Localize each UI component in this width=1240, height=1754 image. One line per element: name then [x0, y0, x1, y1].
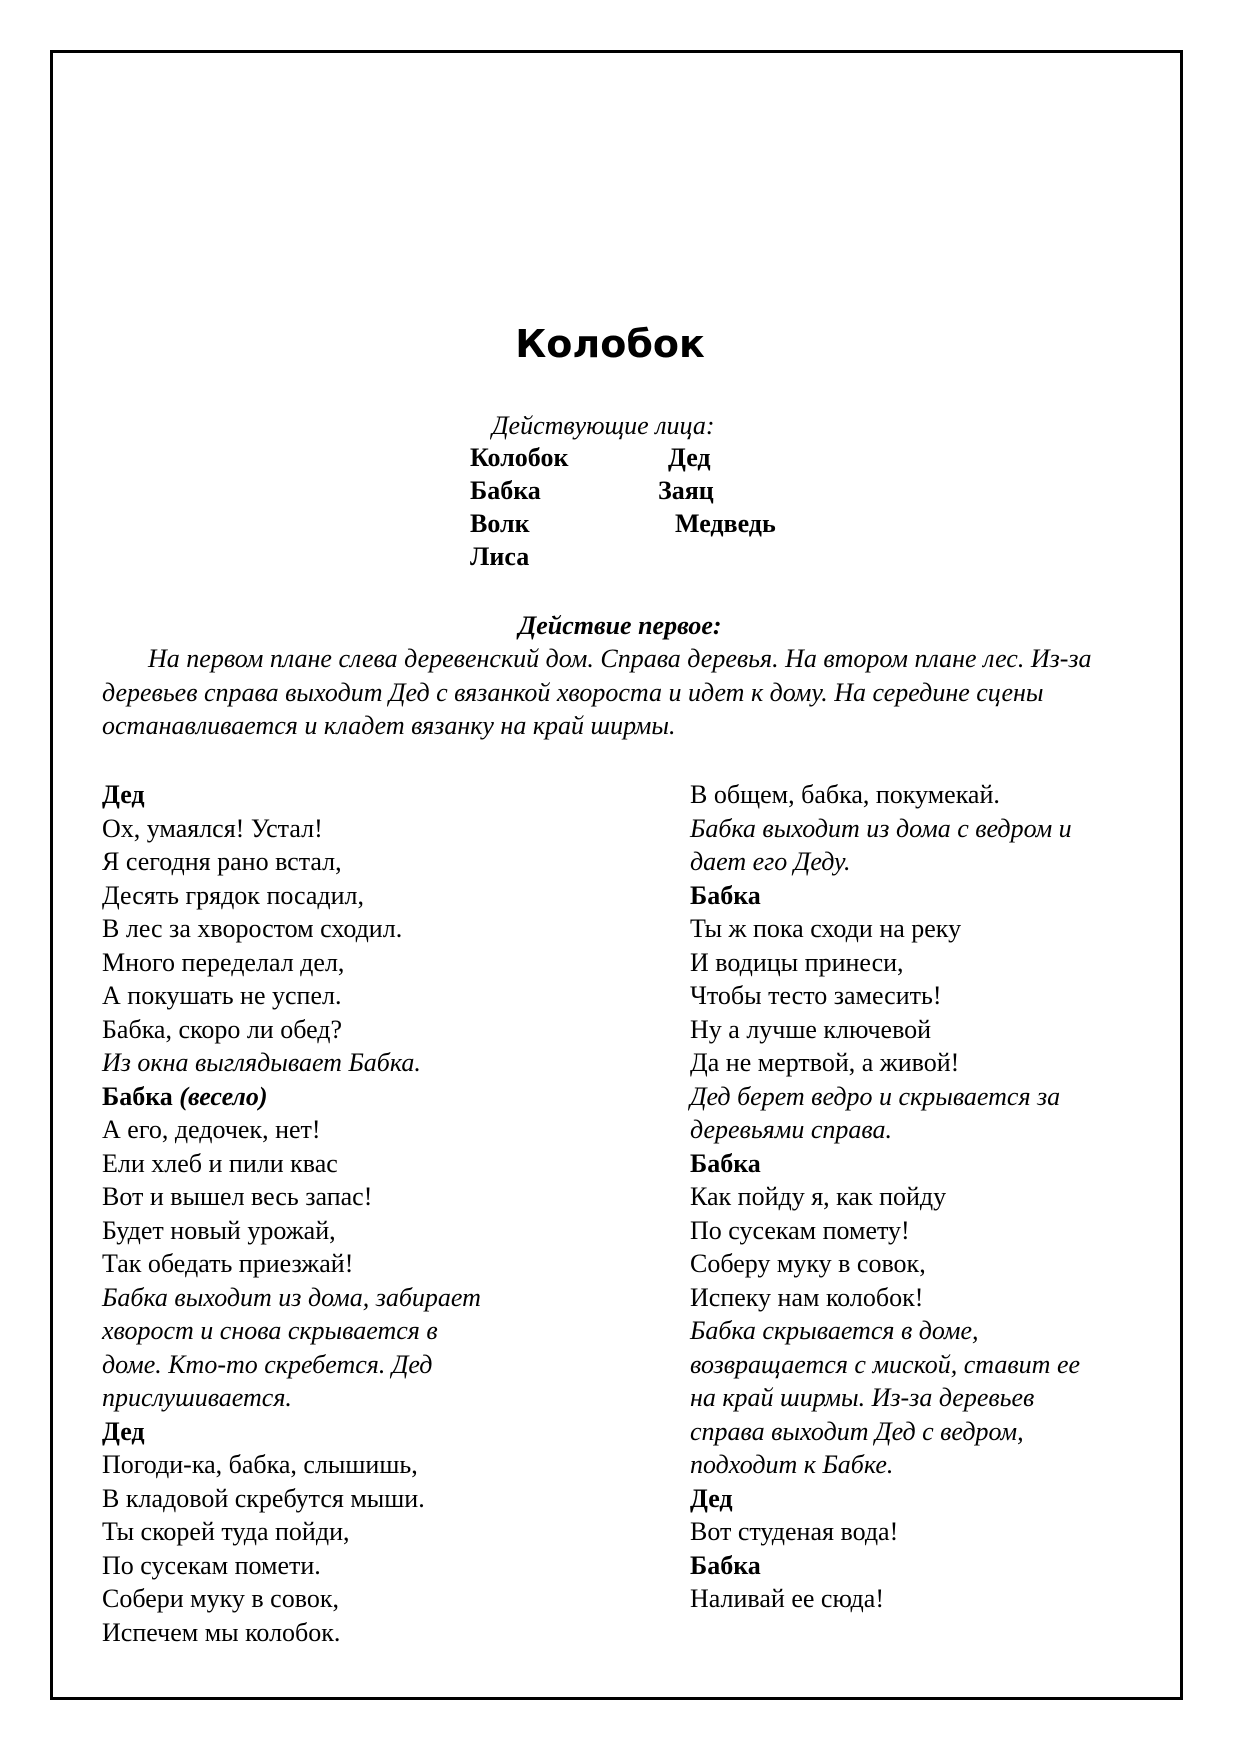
speaker-name: Бабка [690, 1550, 761, 1580]
verse-line: Ели хлеб и пили квас [102, 1148, 338, 1178]
stage-direction: справа выходит Дед с ведром, [690, 1416, 1024, 1446]
stage-direction: Бабка выходит из дома, забирает [102, 1282, 481, 1312]
speaker-name: Бабка [102, 1081, 173, 1111]
verse-line: В общем, бабка, покумекай. [690, 780, 1000, 809]
stage-direction: прислушивается. [102, 1383, 292, 1412]
cast-heading: Действующие лица: [492, 411, 715, 440]
cast-name: Медведь [675, 509, 776, 538]
verse-line: Наливай ее сюда! [690, 1584, 884, 1613]
verse-line: Десять грядок посадил, [102, 880, 365, 910]
cast-name: Волк [470, 509, 530, 538]
verse-line: Бабка, скоро ли обед? [102, 1014, 343, 1044]
verse-line: А его, дедочек, нет! [102, 1115, 321, 1144]
verse-line: Ох, умаялся! Устал! [102, 813, 323, 843]
cast-name: Колобок [470, 443, 569, 472]
verse-line: Много переделал дел, [102, 947, 345, 977]
verse-line: Ну а лучше ключевой [690, 1014, 932, 1044]
stage-direction: дает его Деду. [690, 847, 851, 876]
verse-line: И водицы принеси, [690, 947, 904, 977]
speaker-name: Бабка [690, 1148, 761, 1178]
stage-direction: на край ширмы. Из-за деревьев [690, 1383, 1035, 1412]
speaker-name: Дед [102, 1416, 145, 1446]
verse-line: Так обедать приезжай! [102, 1249, 354, 1278]
stage-direction: возвращается с миской, ставит ее [690, 1349, 1081, 1379]
stage-direction: хворост и снова скрывается в [102, 1316, 438, 1345]
speaker-remark: (весело) [179, 1081, 268, 1111]
stage-direction: Бабка выходит из дома с ведром и [690, 813, 1072, 843]
stage-direction: подходит к Бабке. [690, 1450, 894, 1479]
stage-direction: Из окна выглядывает Бабка. [102, 1048, 421, 1077]
cast-name: Заяц [658, 476, 714, 505]
verse-line: Ты ж пока сходи на реку [690, 914, 962, 943]
cast-name: Дед [668, 443, 711, 472]
verse-line: А покушать не успел. [102, 981, 342, 1010]
speaker-line [102, 1080, 662, 1114]
verse-line: Будет новый урожай, [102, 1215, 336, 1245]
verse-line: Как пойду я, как пойду [690, 1182, 947, 1211]
verse-line: Погоди-ка, бабка, слышишь, [102, 1450, 418, 1479]
stage-direction: деревьями справа. [690, 1115, 892, 1144]
verse-line: В лес за хворостом сходил. [102, 914, 403, 943]
speaker-name: Бабка [690, 880, 761, 910]
cast-name: Лиса [470, 542, 530, 571]
verse-line: Собери муку в совок, [102, 1584, 339, 1613]
verse-line: В кладовой скребутся мыши. [102, 1483, 425, 1513]
right-column [690, 778, 1160, 1616]
verse-line: Вот и вышел весь запас! [102, 1182, 373, 1211]
cast-name: Бабка [470, 476, 541, 505]
verse-line: Испеку нам колобок! [690, 1282, 924, 1312]
verse-line: Испечем мы колобок. [102, 1617, 341, 1647]
stage-direction: доме. Кто-то скребется. Дед [102, 1349, 433, 1379]
page-title: Колобок [515, 322, 705, 366]
stage-direction: Дед берет ведро и скрывается за [690, 1081, 1061, 1111]
speaker-name: Дед [690, 1483, 733, 1513]
verse-line: Чтобы тесто замесить! [690, 981, 942, 1010]
verse-line: Вот студеная вода! [690, 1517, 899, 1546]
verse-line: Я сегодня рано встал, [102, 847, 342, 876]
left-column [102, 778, 662, 1649]
verse-line: Соберу муку в совок, [690, 1249, 926, 1278]
verse-line: По сусекам помети. [102, 1550, 321, 1580]
verse-line: Ты скорей туда пойди, [102, 1517, 350, 1546]
speaker-name: Дед [102, 780, 145, 809]
stage-direction: Бабка скрывается в доме, [690, 1316, 979, 1345]
verse-line: Да не мертвой, а живой! [690, 1048, 960, 1077]
verse-line: По сусекам помету! [690, 1215, 910, 1245]
act-description: На первом плане слева деревенский дом. Справа деревья. На втором плане лес. Из-за деревьев справа выходит Дед с вязанкой хвороста и идет к дому. На середине сцены останавливается и кладет вязанку на край ширмы. [102, 644, 1092, 740]
act-heading: Действие первое: [518, 611, 722, 640]
